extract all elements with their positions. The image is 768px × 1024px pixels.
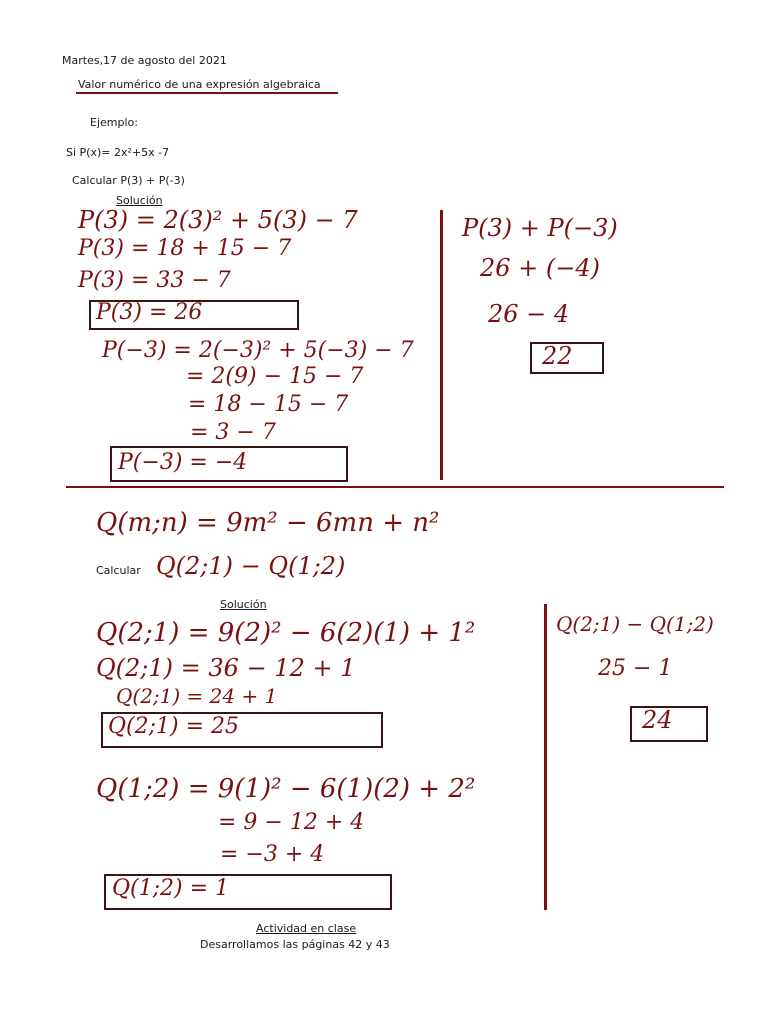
pm3-step-4: = 3 − 7 (190, 420, 276, 445)
sum-step-1: P(3) + P(−3) (462, 214, 618, 242)
p3-result: P(3) = 26 (96, 300, 203, 325)
sum-step-2: 26 + (−4) (480, 254, 601, 282)
solution-label-1: Solución (116, 194, 163, 207)
vertical-divider-2 (544, 604, 547, 910)
p3-step-1: P(3) = 2(3)² + 5(3) − 7 (78, 206, 358, 234)
pm3-step-2: = 2(9) − 15 − 7 (186, 364, 364, 389)
q21-result: Q(2;1) = 25 (108, 714, 240, 739)
diff-result: 24 (642, 706, 673, 734)
q12-step-3: = −3 + 4 (220, 842, 325, 867)
q12-result: Q(1;2) = 1 (112, 876, 230, 901)
activity-text: Desarrollamos las páginas 42 y 43 (200, 938, 390, 951)
diff-step-2: 25 − 1 (598, 656, 673, 681)
p3-step-2: P(3) = 18 + 15 − 7 (78, 236, 292, 261)
calc-label: Calcular (96, 564, 141, 577)
title-underline (76, 92, 338, 94)
example-label: Ejemplo: (90, 116, 138, 129)
q-expression: Q(m;n) = 9m² − 6mn + n² (96, 508, 440, 538)
given-polynomial: Si P(x)= 2x²+5x -7 (66, 146, 170, 159)
q21-step-2: Q(2;1) = 36 − 12 + 1 (96, 654, 356, 682)
solution-label-2: Solución (220, 598, 267, 611)
date-text: Martes,17 de agosto del 2021 (62, 54, 227, 67)
task-text: Calcular P(3) + P(-3) (72, 174, 185, 187)
vertical-divider-1 (440, 210, 443, 480)
diff-step-1: Q(2;1) − Q(1;2) (556, 612, 714, 636)
q12-step-1: Q(1;2) = 9(1)² − 6(1)(2) + 2² (96, 774, 476, 804)
sum-result: 22 (542, 342, 573, 370)
q21-step-3: Q(2;1) = 24 + 1 (116, 684, 278, 708)
sum-step-3: 26 − 4 (488, 300, 570, 328)
pm3-step-1: P(−3) = 2(−3)² + 5(−3) − 7 (102, 338, 414, 363)
p3-step-3: P(3) = 33 − 7 (78, 268, 231, 293)
horizontal-divider (66, 486, 724, 488)
activity-title: Actividad en clase (256, 922, 357, 935)
pm3-result: P(−3) = −4 (118, 450, 248, 475)
q21-step-1: Q(2;1) = 9(2)² − 6(2)(1) + 1² (96, 618, 476, 648)
q12-step-2: = 9 − 12 + 4 (218, 810, 365, 835)
page-title: Valor numérico de una expresión algebraica (78, 78, 321, 91)
pm3-step-3: = 18 − 15 − 7 (188, 392, 349, 417)
q-task: Q(2;1) − Q(1;2) (156, 552, 346, 580)
